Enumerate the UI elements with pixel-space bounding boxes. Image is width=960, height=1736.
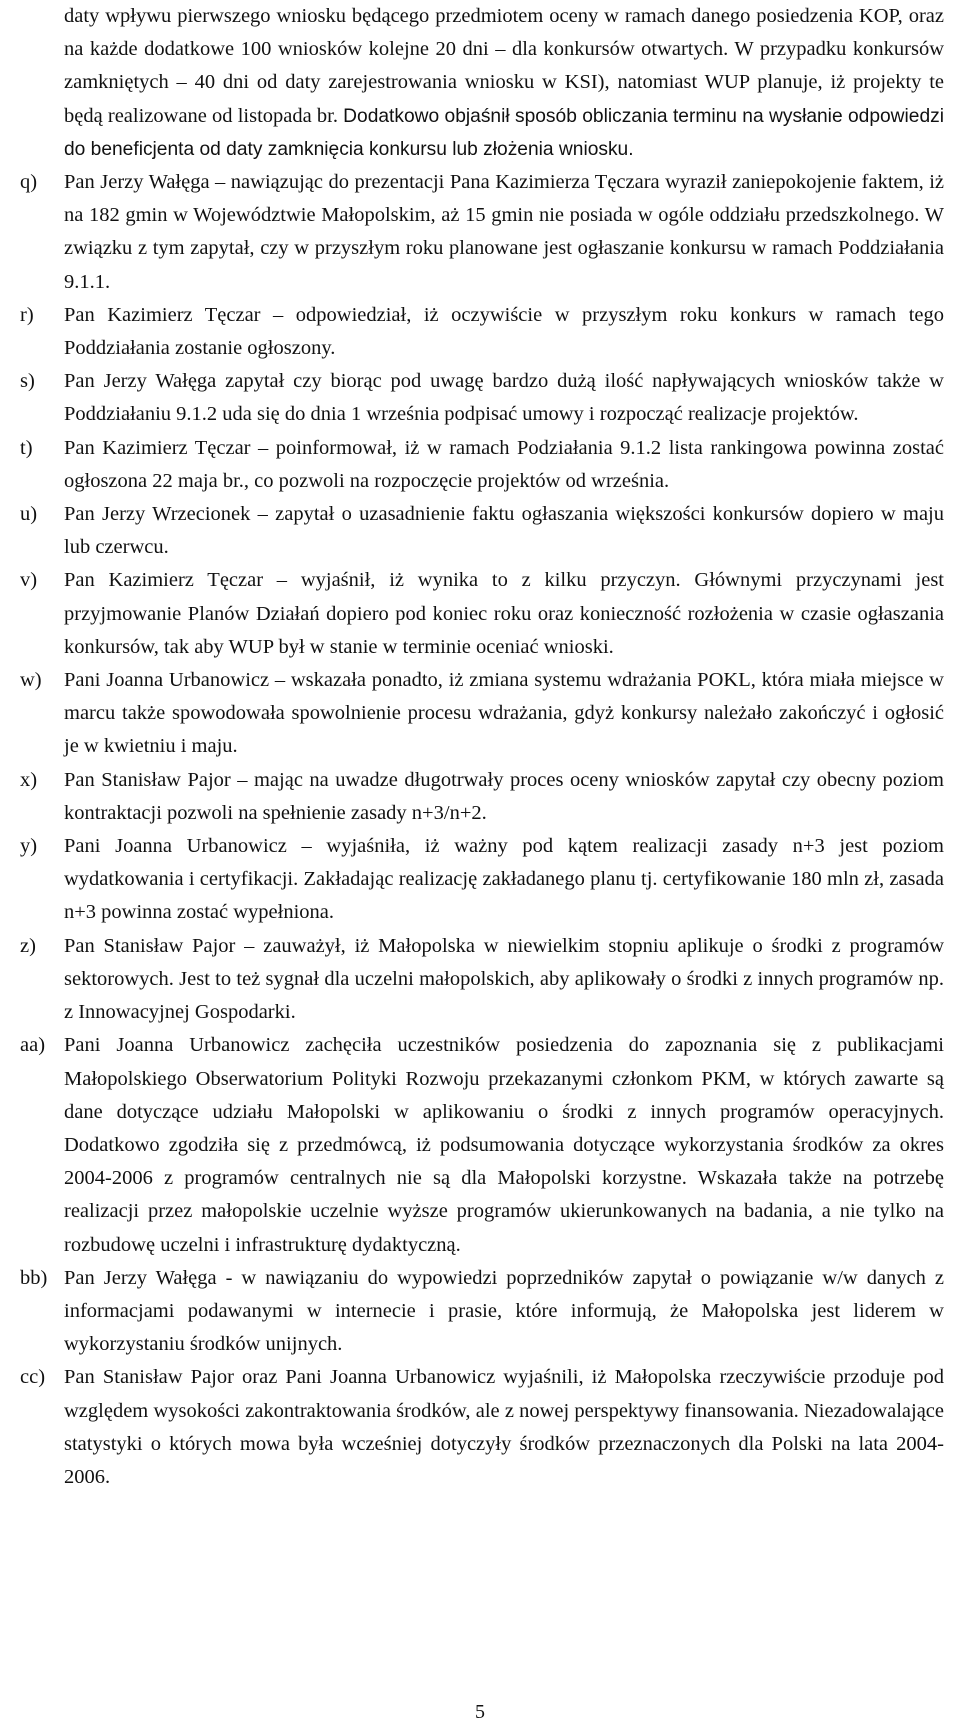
continued-paragraph-serif: daty wpływu pierwszego wniosku będącego przedmiotem oceny w ramach danego posiedzenia KOP, oraz na każde dodatkowe 100 wniosków kolejne 20 dni – dla konkursów otwartych. W przypadku konkursów zamkniętych – 40 dni od daty zarejestrowania wniosku w KSI), natomiast WUP planuje, iż projekty te będą realizowane od listopada br. [64,5,944,127]
page-number: 5 [475,1701,485,1723]
list-item-bb [20,1262,944,1362]
list-item-y [20,830,944,930]
list-item-label: cc) [20,1366,46,1389]
continued-paragraph [64,0,944,166]
list-item-w [20,664,944,764]
document-body [20,0,944,1494]
list-item-label: q) [20,171,38,194]
list-item-cc [20,1361,944,1494]
list-item-label: r) [20,303,34,326]
list-item-u [20,498,944,564]
list-item-label: s) [20,370,35,393]
list-item-t [20,432,944,498]
list-item-label: v) [20,569,38,592]
list-item-aa [20,1029,944,1261]
list-item-text: Pan Kazimierz Tęczar – wyjaśnił, iż wynika to z kilku przyczyn. Głównymi przyczynami jest przyjmowanie Planów Działań dopiero pod koniec roku oraz konieczność rozłożenia w czasie ogłaszania konkursów, tak aby WUP był w stanie w terminie oceniać wnioski. [64,569,944,658]
list-item-label: x) [20,768,38,791]
continued-paragraph-sans: Dodatkowo objaśnił sposób obliczania terminu na wysłanie odpowiedzi do beneficjenta od daty zamknięcia konkursu lub złożenia wniosku. [64,105,944,160]
list-item-q [20,166,944,299]
list-item-text: Pan Stanisław Pajor oraz Pani Joanna Urbanowicz wyjaśnili, iż Małopolska rzeczywiście przoduje pod względem wysokości zakontraktowania środków, ale z nowej perspektywy finansowania. Niezadowalające statystyki o których mowa była wcześniej dotyczyły środków przeznaczonych dla Polski na lata 2004-2006. [64,1366,944,1488]
list-item-label: bb) [20,1266,48,1289]
list-item-label: y) [20,835,38,858]
list-item-z [20,930,944,1030]
list-item-text: Pani Joanna Urbanowicz – wskazała ponadto, iż zmiana systemu wdrażania POKL, która miała miejsce w marcu także spowodowała spowolnienie procesu wdrażania, gdyż konkursy należało zakończyć i ogłosić je w kwietniu i maju. [64,669,944,758]
list-item-label: u) [20,503,38,526]
list-item-label: t) [20,436,33,459]
list-item-v [20,564,944,664]
list-item-text: Pan Jerzy Wałęga – nawiązując do prezentacji Pana Kazimierza Tęczara wyraził zaniepokojenie faktem, iż na 182 gmin w Województwie Małopolskim, aż 15 gmin nie posiada w ogóle oddziału przedszkolnego. W związku z tym zapytał, czy w przyszłym roku planowane jest ogłaszanie konkursu w ramach Poddziałania 9.1.1. [64,171,944,293]
list-item-x [20,764,944,830]
list-item-text: Pan Stanisław Pajor – zauważył, iż Małopolska w niewielkim stopniu aplikuje o środki z programów sektorowych. Jest to też sygnał dla uczelni małopolskich, aby aplikowały o środki z innych programów np. z Innowacyjnej Gospodarki. [64,934,944,1024]
list-item-text: Pan Jerzy Wałęga zapytał czy biorąc pod uwagę bardzo dużą ilość napływających wniosków także w Poddziałaniu 9.1.2 uda się do dnia 1 września podpisać umowy i rozpocząć realizacje projektów. [64,370,944,426]
list-item-text: Pani Joanna Urbanowicz – wyjaśniła, iż ważny pod kątem realizacji zasady n+3 jest poziom wydatkowania i certyfikacji. Zakładając realizację zakładanego planu tj. certyfikowanie 180 mln zł, zasada n+3 powinna zostać wypełniona. [64,835,944,924]
list-item-text: Pan Stanisław Pajor – mając na uwadze długotrwały proces oceny wniosków zapytał czy obecny poziom kontraktacji pozwoli na spełnienie zasady n+3/n+2. [64,768,944,824]
list-item-text: Pan Kazimierz Tęczar – odpowiedział, iż oczywiście w przyszłym roku konkurs w ramach tego Poddziałania zostanie ogłoszony. [64,303,944,360]
list-item-text: Pan Jerzy Wałęga - w nawiązaniu do wypowiedzi poprzedników zapytał o powiązanie w/w danych z informacjami podawanymi w internecie i prasie, które informują, że Małopolska jest liderem w wykorzystaniu środków unijnych. [64,1266,944,1356]
list-item-label: z) [20,934,36,957]
list-item-text: Pan Jerzy Wrzecionek – zapytał o uzasadnienie faktu ogłaszania większości konkursów dopiero w maju lub czerwcu. [64,503,944,559]
list-item-r [20,299,944,365]
list-item-text: Pan Kazimierz Tęczar – poinformował, iż w ramach Podziałania 9.1.2 lista rankingowa powinna zostać ogłoszona 22 maja br., co pozwoli na rozpoczęcie projektów od września. [64,436,944,492]
list-item-label: w) [20,669,42,692]
list-item-s [20,365,944,431]
list-item-text: Pani Joanna Urbanowicz zachęciła uczestników posiedzenia do zapoznania się z publikacjami Małopolskiego Obserwatorium Polityki Rozwoju przekazanymi członkom PKM, w których zawarte są dane dotyczące udziału Małopolski w aplikowaniu o środki z innych programów operacyjnych. Dodatkowo zgodziła się z przedmówcą, iż podsumowania dotyczące wykorzystania środków za okres 2004-2006 z programów centralnych nie są dla Małopolski korzystne. Wskazała także na potrzebę realizacji przez małopolskie uczelnie wyższe programów ukierunkowanych na badania, a nie tylko na rozbudowę uczelni i infrastrukturę dydaktyczną. [64,1034,944,1256]
list-item-label: aa) [20,1034,46,1057]
